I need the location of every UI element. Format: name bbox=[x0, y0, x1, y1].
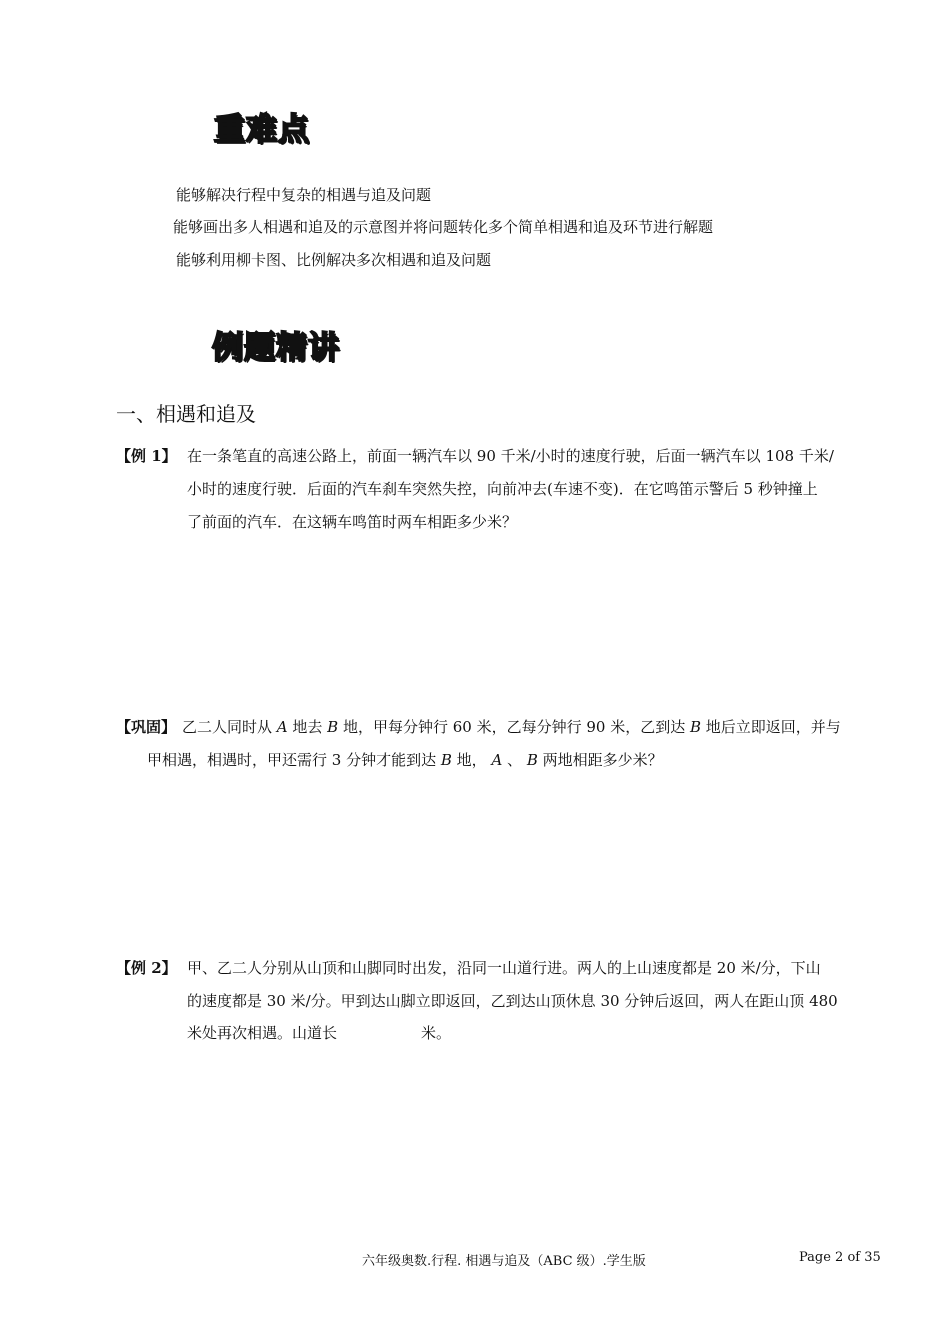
example-2-line: 的速度都是 30 米/分。甲到达山脚立即返回，乙到达山顶休息 30 分钟后返回，两人在距山顶 480 bbox=[187, 992, 838, 1010]
key-points-title: 重难点 bbox=[214, 112, 310, 148]
consolidation-line-1: 乙二人同时从 A 地去 B 地，甲每分钟行 60 米，乙每分钟行 90 米，乙到达 B 地后立即返回，并与 bbox=[182, 718, 841, 736]
example-2-unit: 米。 bbox=[421, 1024, 452, 1042]
consolidation-tag: 【巩固】 bbox=[116, 718, 177, 736]
key-point-item: 能够利用柳卡图、比例解决多次相遇和追及问题 bbox=[176, 251, 492, 269]
consolidation-line-2: 甲相遇，相遇时，甲还需行 3 分钟才能到达 B 地， A 、 B 两地相距多少米？ bbox=[147, 751, 663, 769]
point-b-label: B bbox=[327, 718, 339, 736]
point-b-label: B bbox=[526, 751, 538, 769]
example-2-tag: 【例 2】 bbox=[116, 959, 177, 977]
point-a-label: A bbox=[491, 751, 503, 769]
key-point-item: 能够画出多人相遇和追及的示意图并将问题转化多个简单相遇和追及环节进行解题 bbox=[173, 218, 714, 236]
example-1-line: 在一条笔直的高速公路上，前面一辆汽车以 90 千米/小时的速度行驶，后面一辆汽车以 108 千米/ bbox=[187, 447, 834, 465]
example-2-line: 甲、乙二人分别从山顶和山脚同时出发，沿同一山道行进。两人的上山速度都是 20 米/分，下山 bbox=[187, 959, 821, 977]
key-point-item: 能够解决行程中复杂的相遇与追及问题 bbox=[176, 186, 432, 204]
point-b-label: B bbox=[690, 718, 702, 736]
section-title: 一、相遇和追及 bbox=[116, 402, 256, 426]
page-number: Page 2 of 35 bbox=[799, 1250, 881, 1265]
footer-title: 六年级奥数.行程. 相遇与追及（ABC 级）.学生版 bbox=[362, 1254, 646, 1269]
point-a-label: A bbox=[276, 718, 288, 736]
example-1-line: 小时的速度行驶．后面的汽车刹车突然失控，向前冲去(车速不变)．在它鸣笛示警后 5 秒钟撞上 bbox=[187, 480, 818, 498]
point-b-label: B bbox=[440, 751, 452, 769]
examples-title: 例题精讲 bbox=[212, 330, 340, 366]
example-1-line: 了前面的汽车．在这辆车鸣笛时两车相距多少米？ bbox=[187, 513, 518, 531]
example-1-tag: 【例 1】 bbox=[116, 447, 177, 465]
example-2-line: 米处再次相遇。山道长 bbox=[187, 1024, 338, 1042]
